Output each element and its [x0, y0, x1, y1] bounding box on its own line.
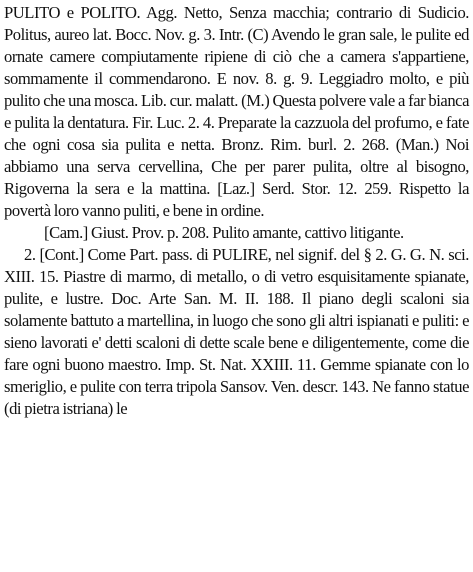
entry-paragraph-sense-2: 2. [Cont.] Come Part. pass. di PULIRE, nel signif. del § 2. G. G. N. sci. XIII. 15. Piastre di marmo, di metallo, o di vetro esquisitamente spianate, pulite, e lustre. Doc. Arte San. M. II. 188. Il piano degli scaloni sia solamente battuto a martellina, in luogo che sono gli altri ispianati e puliti: e sieno lavorati e' detti scaloni di dette scale bene e diligentemente, come die fare ogni buono maestro. Imp. St. Nat. XXIII. 11. Gemme spianate con lo smeriglio, e pulite con terra tripola Sansov. Ven. descr. 143. Ne fanno statue (di pietra istriana) le	[4, 245, 469, 418]
entry-paragraph-proverb: [Cam.] Giust. Prov. p. 208. Pulito amante, cattivo litigante.	[44, 223, 404, 242]
entry-paragraph-main: PULITO e POLITO. Agg. Netto, Senza macchia; contrario di Sudicio. Politus, aureo lat. Bocc. Nov. g. 3. Intr. (C) Avendo le gran sale, le pulite ed ornate camere compiutamente ripiene di ciò che a camera s'appartiene, sommamente il commendarono. E nov. 8. g. 9. Leggiadro molto, e più pulito che una mosca. Lib. cur. malatt. (M.) Questa polvere vale a far bianca e pulita la dentatura. Fir. Luc. 2. 4. Preparate la cazzuola del profumo, e fate che ogni cosa sia pulita e netta. Bronz. Rim. burl. 2. 268. (Man.) Noi abbiamo una serva cervellina, Che per parer pulita, oltre al bisogno, Rigoverna la sera e la mattina. [Laz.] Serd. Stor. 12. 259. Rispetto la povertà loro vanno puliti, e bene in ordine.	[4, 3, 469, 220]
